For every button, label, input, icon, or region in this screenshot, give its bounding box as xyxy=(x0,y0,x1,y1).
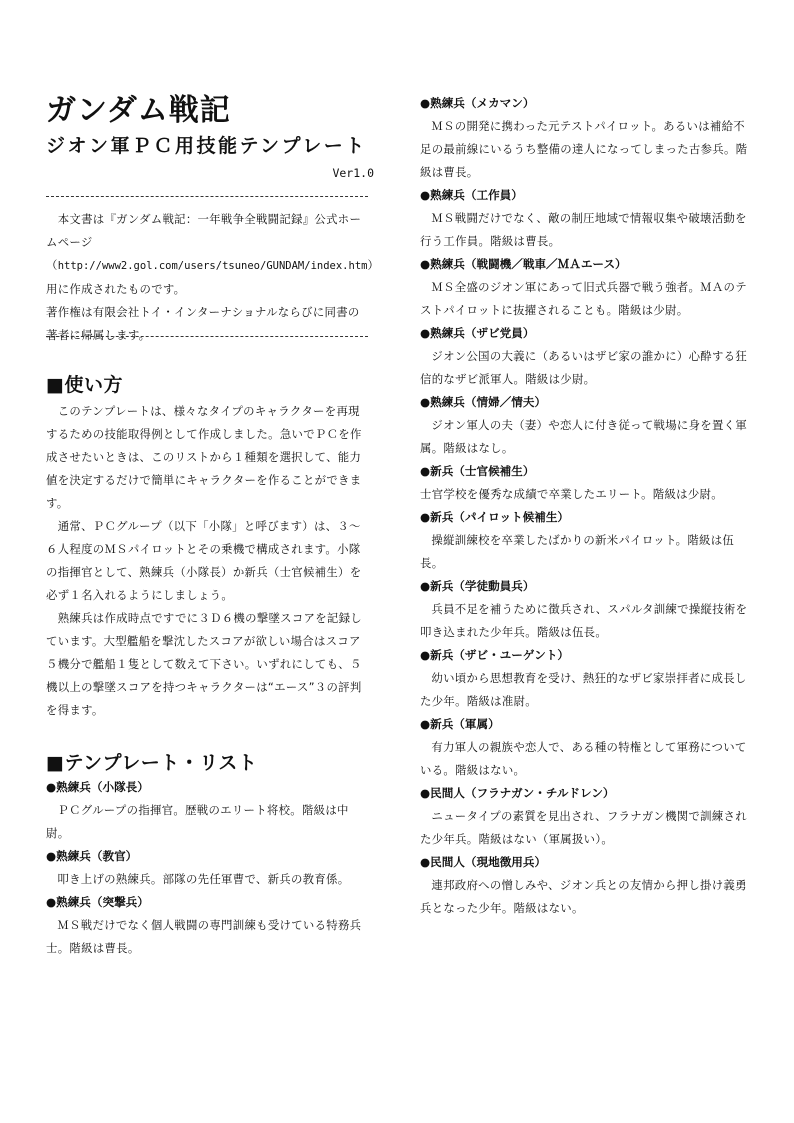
entry-description: ジオン公国の大義に（あるいはザビ家の誰かに）心酔する狂信的なザビ派軍人。階級は少尉。 xyxy=(420,349,748,386)
entry-description: ニュータイプの素質を見出され、フラナガン機関で訓練された少年兵。階級はない（軍属扱い）。 xyxy=(420,809,747,846)
entry-description: 有力軍人の親族や恋人で、ある種の特権として軍務についている。階級はない。 xyxy=(420,740,747,777)
entry-title: ●民間人（フラナガン・チルドレン） xyxy=(420,786,615,800)
homepage-url: http://www2.gol.com/users/tsuneo/GUNDAM/index.htm xyxy=(57,260,368,272)
intro-copyright-holder: 著作権は有限会社トイ・インターナショナルならびに同書の著者に帰属します。 xyxy=(46,305,360,342)
template-entry xyxy=(420,92,750,184)
entry-title: ●熟練兵（小隊長） xyxy=(46,780,149,794)
template-entry xyxy=(420,506,750,575)
entry-title: ●新兵（ザビ・ユーゲント） xyxy=(420,648,570,662)
entry-title: ●熟練兵（メカマン） xyxy=(420,96,535,110)
template-list-left xyxy=(46,776,368,960)
entry-title: ●民間人（現地徴用兵） xyxy=(420,855,547,869)
entry-description: ＭＳ全盛のジオン軍にあって旧式兵器で戦う強者。ＭＡのテストパイロットに抜擢されることも。階級は少尉。 xyxy=(420,280,747,317)
entry-description: ＭＳ戦だけでなく個人戦闘の専門訓練も受けている特務兵士。階級は曹長。 xyxy=(46,918,362,955)
entry-description: 幼い頃から思想教育を受け、熱狂的なザビ家崇拝者に成長した少年。階級は准尉。 xyxy=(420,671,747,708)
template-entry xyxy=(420,851,750,920)
template-entry xyxy=(420,644,750,713)
intro-text-2: ）用に作成されたものです。 xyxy=(46,258,380,296)
entry-title: ●新兵（軍属） xyxy=(420,717,500,731)
usage-body xyxy=(46,400,368,722)
entry-description: 叩き上げの熟練兵。部隊の先任軍曹で、新兵の教育係。 xyxy=(57,872,350,886)
usage-paragraph: このテンプレートは、様々なタイプのキャラクターを再現するための技能取得例として作成しました。急いでＰＣを作成させたいときは、このリストから１種類を選択して、能力値を決定するだけで簡単にキャラクターを作ることができます。 xyxy=(46,404,362,510)
template-entry xyxy=(420,391,750,460)
entry-description: ジオン軍人の夫（妻）や恋人に付き従って戦場に身を置く軍属。階級はなし。 xyxy=(420,418,748,455)
template-list-right xyxy=(420,92,750,920)
intro-text-1: 本文書は『ガンダム戦記：一年戦争全戦闘記録』公式ホームページ（ xyxy=(46,212,362,272)
intro-copyright-source xyxy=(46,208,380,301)
template-entry xyxy=(420,184,750,253)
divider-top xyxy=(46,196,368,197)
template-list-heading: ■テンプレート・リスト xyxy=(46,752,258,774)
entry-description: ＭＳの開発に携わった元テストパイロット。あるいは補給不足の最前線にいるうち整備の達人になってしまった古参兵。階級は曹長。 xyxy=(420,119,748,179)
template-entry xyxy=(46,891,368,960)
entry-description: ＰＣグループの指揮官。歴戦のエリート将校。階級は中尉。 xyxy=(46,803,349,840)
usage-heading: ■使い方 xyxy=(46,374,123,396)
template-entry xyxy=(420,322,750,391)
usage-paragraph: 熟練兵は作成時点ですでに３Ｄ６機の撃墜スコアを記録しています。大型艦船を撃沈したスコアが欲しい場合はスコア５機分で艦船１隻として数えて下さい。いずれにしても、５機以上の撃墜スコアを持つキャラクターは“エース”３の評判を得ます。 xyxy=(46,611,362,717)
template-entry xyxy=(420,782,750,851)
document-subtitle: ジオン軍ＰＣ用技能テンプレート xyxy=(46,135,367,157)
template-entry xyxy=(420,575,750,644)
entry-description: 士官学校を優秀な成績で卒業したエリート。階級は少尉。 xyxy=(420,487,723,501)
intro-block xyxy=(46,208,380,347)
entry-title: ●熟練兵（教官） xyxy=(46,849,138,863)
version-label: Ver1.0 xyxy=(332,166,374,180)
entry-description: 操縦訓練校を卒業したばかりの新米パイロット。階級は伍長。 xyxy=(420,533,735,570)
divider-bottom xyxy=(46,336,368,337)
entry-title: ●熟練兵（情婦／情夫） xyxy=(420,395,547,409)
entry-title: ●熟練兵（突撃兵） xyxy=(46,895,149,909)
entry-description: ＭＳ戦闘だけでなく、敵の制圧地域で情報収集や破壊活動を行う工作員。階級は曹長。 xyxy=(420,211,747,248)
template-entry xyxy=(420,460,750,506)
entry-description: 連邦政府への憎しみや、ジオン兵との友情から押し掛け義勇兵となった少年。階級はない。 xyxy=(420,878,747,915)
entry-title: ●熟練兵（工作員） xyxy=(420,188,523,202)
entry-title: ●熟練兵（ザビ党員） xyxy=(420,326,535,340)
document-title: ガンダム戦記 xyxy=(46,93,231,128)
entry-title: ●熟練兵（戦闘機／戦車／ＭＡエース） xyxy=(420,257,627,271)
template-entry xyxy=(420,713,750,782)
entry-title: ●新兵（士官候補生） xyxy=(420,464,535,478)
template-entry xyxy=(46,845,368,891)
template-entry xyxy=(420,253,750,322)
usage-paragraph: 通常、ＰＣグループ（以下「小隊」と呼びます）は、３～６人程度のＭＳパイロットとその乗機で構成されます。小隊の指揮官として、熟練兵（小隊長）か新兵（士官候補生）を必ず１名入れるようにしましょう。 xyxy=(46,519,362,602)
entry-title: ●新兵（パイロット候補生） xyxy=(420,510,570,524)
template-entry xyxy=(46,776,368,845)
entry-title: ●新兵（学徒動員兵） xyxy=(420,579,535,593)
entry-description: 兵員不足を補うために徴兵され、スパルタ訓練で操縦技術を叩き込まれた少年兵。階級は伍長。 xyxy=(420,602,748,639)
